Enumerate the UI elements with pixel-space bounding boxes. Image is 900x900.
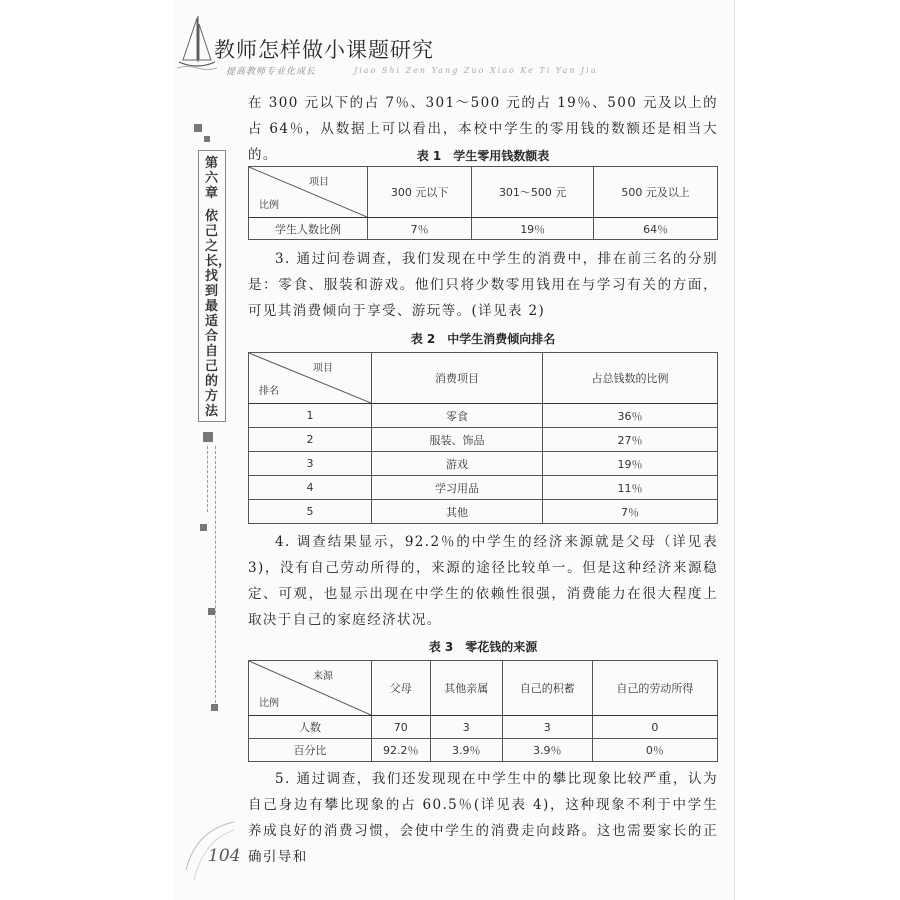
table3-row-label: 人数 (249, 716, 372, 739)
table2-item: 零食 (372, 404, 543, 428)
sidebar-marker-square (211, 704, 218, 711)
table1-corner-bottom: 比例 (259, 200, 279, 211)
table3-header: 自己的劳动所得 (592, 661, 717, 716)
table-row (249, 428, 718, 452)
table2-item: 游戏 (372, 452, 543, 476)
paragraph-2: 3. 通过问卷调查，我们发现在中学生的消费中，排在前三名的分别是：零食、服装和游戏。他们只将少数零用钱用在与学习有关的方面，可见其消费倾向于享受、游玩等。(详见表 2) (248, 251, 718, 319)
table3-caption: 表 3 零花钱的来源 (428, 640, 538, 654)
table3-header: 父母 (372, 661, 431, 716)
table2-header: 占总钱数的比例 (543, 353, 718, 404)
table3 (248, 660, 718, 762)
paragraph-4: 5. 通过调查，我们还发现现在中学生中的攀比现象比较严重，认为自己身边有攀比现象的占 60.5％(详见表 4)，这种现象不利于中学生养成良好的消费习惯，会使中学生的消费走向歧路。这也需要家长的正确引导和 (248, 771, 718, 865)
table2-rank: 3 (249, 452, 372, 476)
table3-cell: 92.2％ (372, 739, 431, 762)
table1-header: 301～500 元 (472, 167, 594, 218)
chapter-title: 依己之长，找到最适合自己的方法 (205, 209, 232, 419)
table1-row-label: 学生人数比例 (249, 218, 368, 240)
table2-header: 消费项目 (372, 353, 543, 404)
table3-header: 其他亲属 (430, 661, 502, 716)
table1-caption: 表 1 学生零用钱数额表 (416, 149, 550, 163)
table3-cell: 3 (430, 716, 502, 739)
book-subtitle: 提高教师专业化成长 (226, 67, 317, 77)
table3-corner-cell (249, 661, 372, 716)
table1-cell: 7％ (368, 218, 472, 240)
table2-caption: 表 2 中学生消费倾向排名 (410, 332, 556, 346)
book-title-pinyin: Jiao Shi Zen Yang Zuo Xiao Ke Ti Yan Jiu (354, 66, 598, 75)
table-row (249, 476, 718, 500)
table2-pct: 19％ (543, 452, 718, 476)
table2-rank: 5 (249, 500, 372, 524)
table2-pct: 7％ (543, 500, 718, 524)
sidebar-marker-square (203, 432, 213, 442)
table3-row-label: 百分比 (249, 739, 372, 762)
sailboat-icon (177, 14, 217, 74)
table3-corner-top: 来源 (313, 671, 333, 682)
table1-corner-cell (249, 167, 368, 218)
table1 (248, 166, 718, 240)
table1-cell: 64％ (594, 218, 718, 240)
table2-pct: 36％ (543, 404, 718, 428)
chapter-number: 第六章 (205, 156, 219, 201)
sidebar-dotted-line (207, 446, 208, 512)
table-row (249, 500, 718, 524)
table3-cell: 0 (592, 716, 717, 739)
table2-pct: 27％ (543, 428, 718, 452)
table-row (249, 739, 718, 762)
table2-rank: 4 (249, 476, 372, 500)
table2-corner-cell (249, 353, 372, 404)
sidebar-marker-square (200, 524, 207, 531)
sidebar-marker-square (204, 136, 210, 142)
table2-pct: 11％ (543, 476, 718, 500)
sidebar-dotted-line (215, 446, 216, 708)
paragraph-1: 在 300 元以下的占 7％、301～500 元的占 19％、500 元及以上的占 64％，从数据上可以看出，本校中学生的零用钱的数额还是相当大的。 (248, 95, 718, 163)
book-title: 教师怎样做小课题研究 (214, 38, 434, 62)
table3-header: 自己的积蓄 (502, 661, 592, 716)
table-row (249, 404, 718, 428)
table3-cell: 3.9％ (502, 739, 592, 762)
page-number: 104 (208, 846, 241, 866)
table-row (249, 452, 718, 476)
table2-rank: 1 (249, 404, 372, 428)
chapter-label (205, 156, 232, 419)
table2-item: 其他 (372, 500, 543, 524)
table2-corner-top: 项目 (313, 363, 333, 374)
sidebar-marker-square (208, 608, 215, 615)
table3-cell: 0％ (592, 739, 717, 762)
sidebar-marker-square (194, 124, 202, 132)
table3-corner-bottom: 比例 (259, 698, 279, 709)
paragraph-3: 4. 调查结果显示，92.2％的中学生的经济来源就是父母（详见表 3)，没有自己劳动所得的，来源的途径比较单一。但是这种经济来源稳定、可观，也显示出现在中学生的依赖性很强，消费能力在很大程度上取决于自己的家庭经济状况。 (248, 534, 718, 628)
table2-rank: 2 (249, 428, 372, 452)
table3-cell: 70 (372, 716, 431, 739)
table2 (248, 352, 718, 524)
table1-corner-top: 项目 (309, 177, 329, 188)
table-row (249, 716, 718, 739)
table1-cell: 19％ (472, 218, 594, 240)
table1-header: 300 元以下 (368, 167, 472, 218)
table3-cell: 3 (502, 716, 592, 739)
table2-item: 服装、饰品 (372, 428, 543, 452)
table2-corner-bottom: 排名 (259, 386, 279, 397)
table1-header: 500 元及以上 (594, 167, 718, 218)
table2-item: 学习用品 (372, 476, 543, 500)
table3-cell: 3.9％ (430, 739, 502, 762)
